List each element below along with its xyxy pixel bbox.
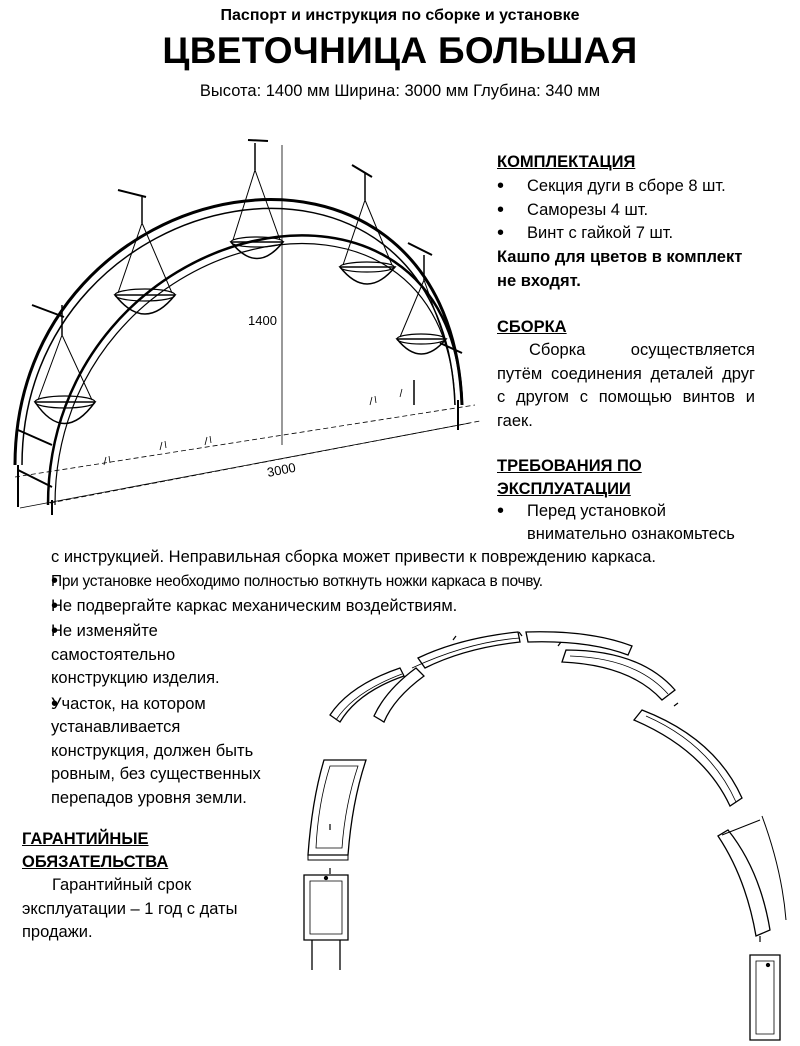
bullet-icon: • [497, 500, 505, 522]
requirement-item: • Участок, на котором устанавливается конструкция, должен быть ровным, без существенных перепадов уровня земли. [22, 693, 281, 811]
kit-item: • Винт с гайкой 7 шт. [497, 222, 787, 246]
requirements-heading-line1: ТРЕБОВАНИЯ ПО [497, 457, 642, 475]
requirement-item1-continuation: с инструкцией. Неправильная сборка может привести к повреждению каркаса. [51, 548, 656, 566]
assembly-text: Сборка осуществляется путём соединения деталей друг с другом с помощью винтов и гаек. [497, 341, 755, 430]
kit-item: • Саморезы 4 шт. [497, 199, 787, 223]
document-title: ЦВЕТОЧНИЦА БОЛЬШАЯ [162, 30, 638, 71]
kit-heading: КОМПЛЕКТАЦИЯ [497, 153, 636, 171]
warranty-heading-line2: ОБЯЗАТЕЛЬСТВА [22, 853, 169, 871]
requirement-item: • При установке необходимо полностью воткнуть ножки каркаса в почву. [22, 570, 782, 594]
requirement-item1-line2: внимательно ознакомьтесь [527, 525, 735, 543]
requirement-item: • Не изменяйте самостоятельно конструкцию изделия. [22, 620, 231, 691]
requirements-heading-line2: ЭКСПЛУАТАЦИИ [497, 480, 631, 498]
kit-list [497, 175, 787, 246]
requirement-item1-line1: Перед установкой [527, 502, 666, 520]
product-dimensions: Высота: 1400 мм Ширина: 3000 мм Глубина: 340 мм [199, 82, 601, 100]
arch-illustration [0, 105, 500, 530]
requirements-list-narrow [22, 620, 292, 810]
height-dimension-label: 1400 [248, 313, 277, 328]
warranty-text: Гарантийный срок эксплуатации – 1 год с даты продажи. [22, 876, 238, 941]
document-subtitle: Паспорт и инструкция по сборке и установке [220, 7, 580, 24]
kit-note: Кашпо для цветов в комплект не входят. [497, 248, 743, 290]
warranty-heading-line1: ГАРАНТИЙНЫЕ [22, 830, 149, 848]
assembly-heading: СБОРКА [497, 318, 567, 336]
requirement-item: • Не подвергайте каркас механическим воздействиям. [22, 595, 782, 619]
kit-item: • Секция дуги в сборе 8 шт. [497, 175, 787, 199]
width-dimension-label: 3000 [265, 459, 297, 480]
exploded-assembly-illustration [290, 620, 790, 1046]
requirements-list [22, 570, 782, 618]
